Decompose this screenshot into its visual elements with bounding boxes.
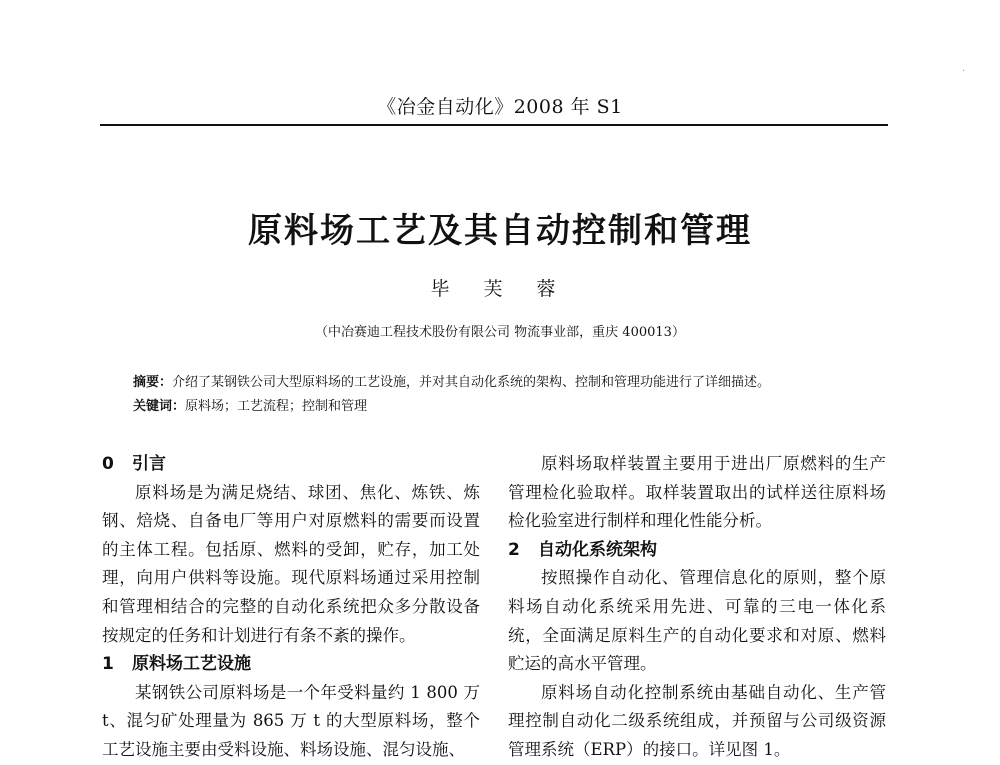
abstract-text: 介绍了某钢铁公司大型原料场的工艺设施，并对其自动化系统的架构、控制和管理功能进行了详细描述。 [172, 375, 771, 390]
keywords [133, 395, 893, 419]
paper-title: 原料场工艺及其自动控制和管理 [248, 211, 752, 251]
section-0-heading [102, 450, 480, 479]
section-1-heading [102, 650, 480, 679]
section-1-continued-paragraph: 原料场取样装置主要用于进出厂原燃料的生产管理检化验取样。取样装置取出的试样送往原料场检化验室进行制样和理化性能分析。 [508, 454, 886, 531]
running-header: 《冶金自动化》2008 年 S1 [377, 96, 623, 118]
keywords-label: 关键词： [133, 399, 186, 414]
section-2-paragraph-1: 按照操作自动化、管理信息化的原则，整个原料场自动化系统采用先进、可靠的三电一体化系统，全面满足原料生产的自动化要求和对原、燃料贮运的高水平管理。 [508, 568, 886, 674]
header-rule [100, 124, 888, 126]
author: 毕 芙 蓉 [430, 278, 570, 300]
affiliation: （中冶赛迪工程技术股份有限公司 物流事业部，重庆 400013） [315, 325, 685, 340]
abstract-label: 摘要： [133, 375, 173, 390]
keywords-text: 原料场；工艺流程；控制和管理 [185, 399, 368, 414]
left-column [102, 450, 480, 765]
section-0-number: 0 [102, 454, 114, 474]
section-1-title: 原料场工艺设施 [132, 654, 251, 675]
right-column [508, 450, 886, 765]
abstract [133, 371, 893, 395]
section-0-paragraph: 原料场是为满足烧结、球团、焦化、炼铁、炼钢、焙烧、自备电厂等用户对原燃料的需要而设置的主体工程。包括原、燃料的受卸，贮存，加工处理，向用户供料等设施。现代原料场通过采用控制和管理相结合的完整的自动化系统把众多分散设备按规定的任务和计划进行有条不紊的操作。 [102, 482, 480, 645]
section-2-number: 2 [508, 539, 520, 560]
section-1-number: 1 [102, 654, 114, 675]
section-2-paragraph-2: 原料场自动化控制系统由基础自动化、生产管理控制自动化二级系统组成，并预留与公司级资源管理系统（ERP）的接口。详见图 1。 [508, 682, 886, 759]
scan-mark: · [962, 66, 966, 77]
abstract-block [133, 371, 893, 419]
section-0-title: 引言 [132, 454, 166, 474]
section-2-heading [508, 536, 886, 565]
section-1-paragraph: 某钢铁公司原料场是一个年受料量约 1 800 万 t、混匀矿处理量为 865 万 t 的大型原料场，整个工艺设施主要由受料设施、料场设施、混匀设施、 [102, 682, 480, 759]
section-2-title: 自动化系统架构 [538, 539, 657, 560]
